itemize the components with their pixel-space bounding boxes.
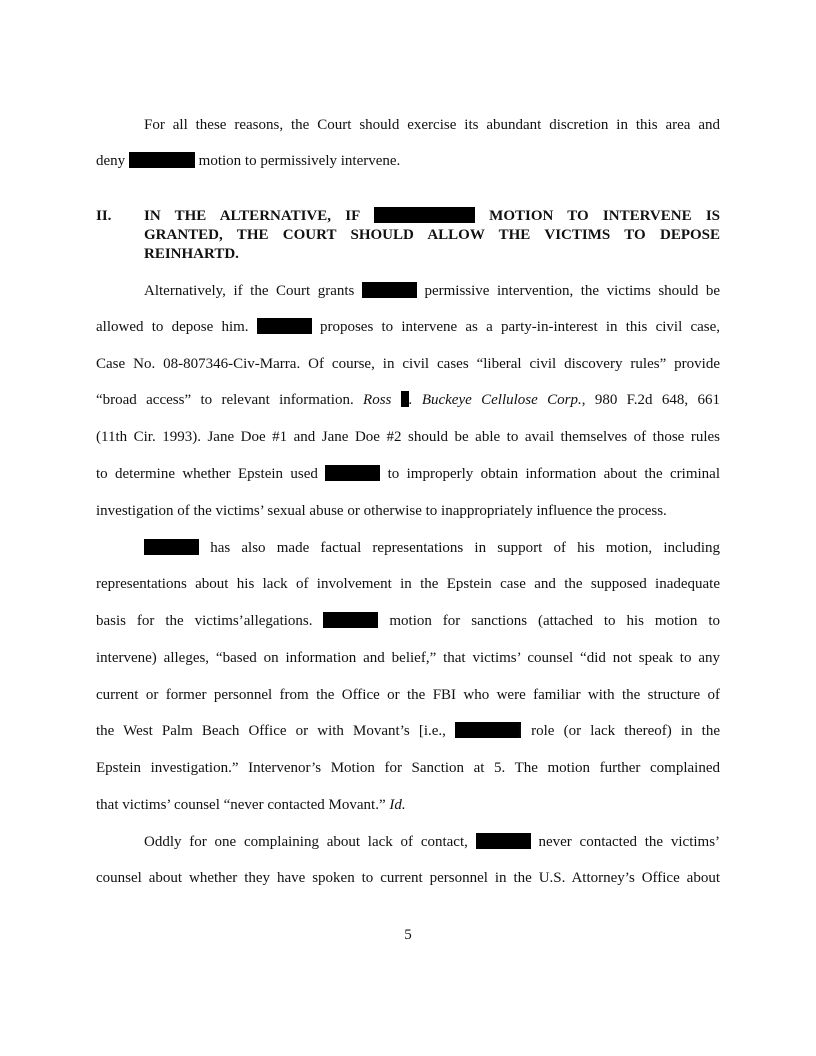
paragraph-3-line-1 [144, 539, 720, 557]
text: has also made factual representations in support of his motion, including [210, 540, 720, 556]
paragraph-3-line-3 [96, 612, 720, 630]
text: permissive intervention, the victims should be [424, 283, 721, 299]
text: that victims’ counsel “never contacted Movant.” [96, 797, 386, 813]
text: ] role (or lack thereof) in the [517, 723, 721, 739]
paragraph-3-line-2: representations about his lack of involvement in the Epstein case and the supposed inadequate [96, 576, 720, 592]
text: allowed to depose him. [96, 319, 249, 335]
redaction-block [362, 282, 417, 298]
paragraph-2-line-4 [96, 391, 720, 409]
redaction-block [455, 722, 521, 738]
heading-line-3: REINHARTD. [144, 246, 239, 262]
redaction-block [129, 152, 195, 168]
redaction-block [401, 391, 409, 407]
paragraph-1-line-1 [144, 116, 720, 134]
text: motion to permissively intervene. [198, 153, 401, 169]
text: to determine whether Epstein used [96, 466, 318, 482]
citation: , 980 F.2d 648, 661 [581, 392, 720, 408]
page-number: 5 [404, 927, 412, 943]
heading-line-1 [144, 207, 720, 225]
paragraph-4-line-2: counsel about whether they have spoken to current personnel in the U.S. Attorney’s Office about [96, 870, 720, 886]
redaction-block [144, 539, 199, 555]
text: For all these reasons, the Court should exercise its abundant discretion in this area and [144, 117, 720, 133]
paragraph-3-line-6 [96, 722, 720, 740]
case-name: Ross [363, 392, 392, 408]
paragraph-2-line-5: (11th Cir. 1993). Jane Doe #1 and Jane Doe #2 should be able to avail themselves of those rules [96, 429, 720, 445]
text: to improperly obtain information about the criminal [387, 466, 721, 482]
text: Alternatively, if the Court grants [144, 283, 355, 299]
paragraph-2-line-1 [144, 282, 720, 300]
text: deny [96, 153, 126, 169]
paragraph-3-line-7: Epstein investigation.” Intervenor’s Motion for Sanction at 5. The motion further complained [96, 760, 720, 776]
text: “broad access” to relevant information. [96, 392, 354, 408]
paragraph-2-line-2 [96, 318, 720, 336]
text: IN THE ALTERNATIVE, IF [144, 208, 360, 224]
paragraph-3-line-4: intervene) alleges, “based on information and belief,” that victims’ counsel “did not speak to any [96, 650, 720, 666]
heading-number: II. [96, 208, 112, 224]
redaction-block [325, 465, 380, 481]
redaction-block [476, 833, 531, 849]
text: never contacted the victims’ [538, 834, 721, 850]
heading-line-2: GRANTED, THE COURT SHOULD ALLOW THE VICTIMS TO DEPOSE [144, 227, 720, 243]
paragraph-2-line-6 [96, 465, 720, 483]
redaction-block [374, 207, 475, 223]
paragraph-2-line-7: investigation of the victims’ sexual abuse or otherwise to inappropriately influence the process. [96, 503, 667, 519]
text: proposes to intervene as a party-in-interest in this civil case, [319, 319, 721, 335]
paragraph-3-line-5: current or former personnel from the Office or the FBI who were familiar with the structure of [96, 687, 720, 703]
paragraph-1-line-2 [96, 152, 720, 170]
text: basis for the victims’allegations. [96, 613, 313, 629]
text: the West Palm Beach Office or with Movant’s [i.e., [96, 723, 446, 739]
paragraph-3-line-8 [96, 796, 720, 814]
citation-id: Id. [389, 797, 406, 813]
redaction-block [257, 318, 312, 334]
redaction-block [323, 612, 378, 628]
text: MOTION TO INTERVENE IS [489, 208, 720, 224]
text: Oddly for one complaining about lack of contact, [144, 834, 468, 850]
text: motion for sanctions (attached to his motion to [389, 613, 721, 629]
paragraph-4-line-1 [144, 833, 720, 851]
paragraph-2-line-3: Case No. 08-807346-Civ-Marra. Of course, in civil cases “liberal civil discovery rules” provide [96, 356, 720, 372]
case-name: . Buckeye Cellulose Corp. [408, 392, 582, 408]
